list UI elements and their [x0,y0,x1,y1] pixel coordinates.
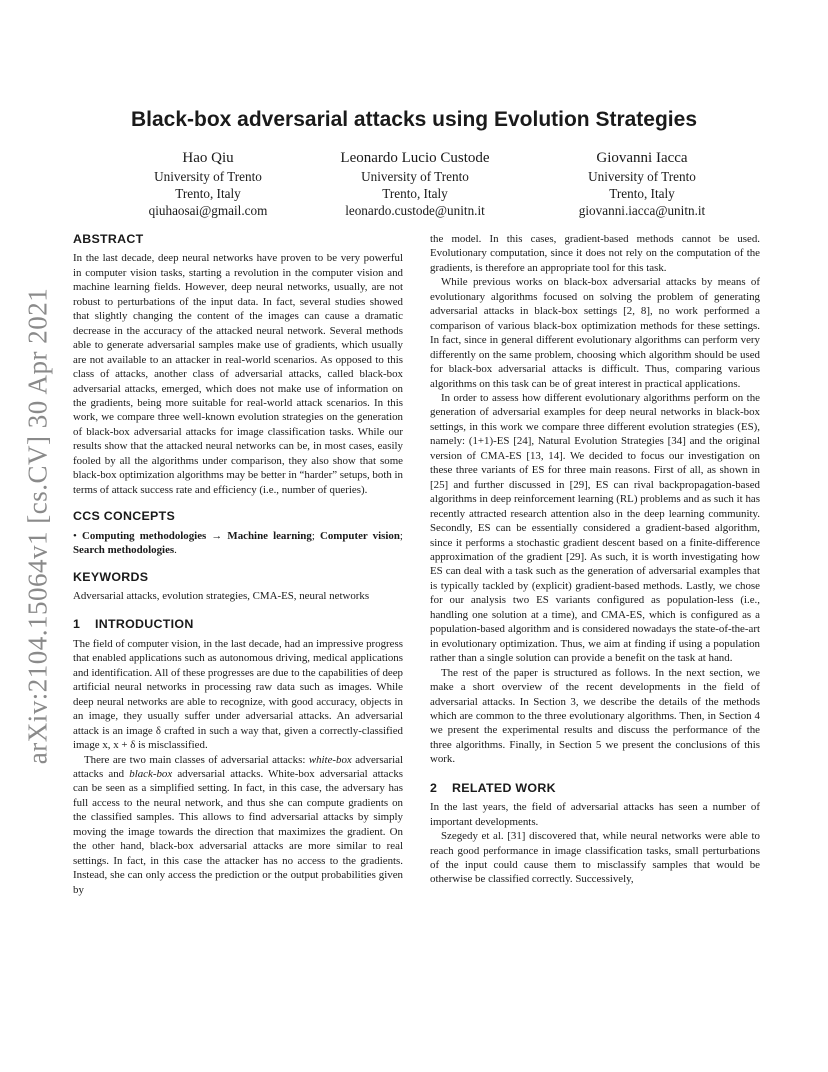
keywords-heading: KEYWORDS [73,569,149,584]
author-affiliation: University of Trento [588,169,696,184]
author-affiliation: University of Trento [361,169,469,184]
intro-paragraph: the model. In this cases, gradient-based methods cannot be used. Evolutionary computation, since it does not rely on the computation of the gradients, is therefore an appropriate tool for this task. [430,233,760,274]
author-email: giovanni.iacca@unitn.it [578,203,706,218]
arxiv-identifier-stamp [16,286,60,766]
abstract-text: In the last decade, deep neural networks have proven to be very powerful in computer vision tasks, starting a revolution in the computer vision and machine learning fields. However, deep neural networks, usually, are not robust to perturbations of the input data. In fact, several studies showed that slightly changing the content of the images can cause a dramatic decrease in the accuracy of the attacked neural network. Several methods able to generate adversarial samples make use of gradients, which usually are not available to an attacker in real-world scenarios. As opposed to this class of attacks, another class of adversarial attacks, called black-box adversarial attacks, emerged, which does not make use of information on the gradients, being more suitable for real-world attack scenarios. In this work, we compare three well-known evolution strategies on the generation of black-box adversarial attacks for image classification tasks. While our results show that the attacked neural networks can be, in most cases, easily fooled by all the algorithms under comparison, they also show that some black-box optimization algorithms may be better in “harder” setups, both in terms of attack success rate and efficiency (i.e., number of queries). [73,252,403,496]
author-name: Hao Qiu [182,150,234,166]
author-card [305,150,525,219]
author-location: Trento, Italy [175,186,241,201]
abstract-heading: ABSTRACT [73,232,144,246]
arxiv-identifier-text: arXiv:2104.15064v1 [cs.CV] 30 Apr 2021 [22,287,53,765]
author-card [532,150,752,219]
related-paragraph: In the last years, the field of adversarial attacks has seen a number of important developments. [430,801,760,828]
right-column [430,232,760,887]
intro-paragraph: While previous works on black-box adversarial attacks by means of evolutionary algorithms focused on solving the problem of generating adversarial attacks in black-box settings [2, 8], no work performed a comparison of various black-box optimization methods for these settings. In fact, since in general different evolutionary algorithms can perform very differently on the same problem, choosing which algorithm should be used for black-box adversarial attacks is difficult. Thus, comparing various algorithms on this task can be of great interest in practical applications. [430,276,760,390]
author-name: Leonardo Lucio Custode [340,150,490,166]
author-affiliation: University of Trento [154,169,262,184]
intro-paragraph: In order to assess how different evolutionary algorithms perform on the generation of adversarial examples for deep neural networks in black-box settings, in this work we compare three different evolution strategies (ES), namely: (1+1)-ES [24], Natural Evolution Strategies [34] and the original version of CMA-ES [13, 14]. We decided to focus our investigation on these three variants of ES for three main reasons. First of all, as shown in [25] and further discussed in [29], ES can rival backpropagation-based algorithms in deep reinforcement learning (RL) problems and as such it has recently attracted research attention also in the deep learning community. Secondly, ES can be essentially considered a gradient-based algorithm, since it performs a stochastic gradient descent based on a finite-difference approximation of the gradient [29]. As such, it is worth investigating how ES can deal with a task such as the generation of adversarial examples that is typically tackled by (explicit) gradient-based methods. Lastly, we chose for our analysis two ES variants configured as population-less (i.e., handling one solution at a time), and CMA-ES, which is configured as a population-based algorithm and is considered nowadays the state-of-the-art in evolutionary optimization. Thus, we aim at finding if using a population rather than a single solution can provide a benefit on the task at hand. [430,391,760,665]
section-heading-introduction: 1 INTRODUCTION [73,617,194,632]
keywords-text: Adversarial attacks, evolution strategies, CMA-ES, neural networks [73,589,370,602]
author-name: Giovanni Iacca [596,150,688,166]
intro-paragraph: There are two main classes of adversarial attacks: white-box adversarial attacks and black-box adversarial attacks. White-box adversarial attacks can be seen as a simplified setting. In fact, in this case, the adversary has full access to the neural network, and thus she can compute gradients on the classified samples. This allows to find adversarial attacks by simply moving the image towards the direction that maximizes the gradient. On the other hand, black-box adversarial attacks are more similar to real settings. In fact, in this case the attacker has no access to the gradients. Instead, she can only access the prediction or the output probabilities given by [73,753,403,896]
intro-paragraph: The rest of the paper is structured as follows. In the next section, we make a short overview of the recent developments in the field of adversarial attacks. In Section 3, we describe the details of the methods which are common to the three evolutionary algorithms. Then, in Section 4 we present the experimental results and discuss the performance of the three algorithms. Finally, in Section 5 we present the conclusions of this work. [430,666,760,766]
ccs-concepts: • Computing methodologies → Machine learning; Computer vision; Search methodologies. [73,529,403,557]
author-card [98,150,318,219]
related-paragraph: Szegedy et al. [31] discovered that, while neural networks were able to reach good performance in image classification tasks, small perturbations of the input could cause them to misclassify samples that would be otherwise be classified correctly. Successively, [430,830,760,886]
paper-title: Black-box adversarial attacks using Evolution Strategies [130,108,698,131]
author-email: qiuhaosai@gmail.com [148,203,268,218]
author-location: Trento, Italy [382,186,448,201]
author-email: leonardo.custode@unitn.it [345,203,485,218]
left-column [73,232,403,897]
intro-paragraph: The field of computer vision, in the last decade, had an impressive progress that enabled applications such as autonomous driving, medical applications and identification. All of these progresses are due to the capabilities of deep artificial neural networks in processing raw data such as images. While deep neural networks are able to recognize, with good accuracy, objects in an image, they usually suffer under adversarial attacks. An adversarial attack is an image δ crafted in such a way that, given a correctly-classified image x, x + δ is misclassified. [73,637,403,752]
section-heading-related-work: 2 RELATED WORK [430,780,556,795]
author-location: Trento, Italy [609,186,675,201]
ccs-heading: CCS CONCEPTS [73,509,176,524]
